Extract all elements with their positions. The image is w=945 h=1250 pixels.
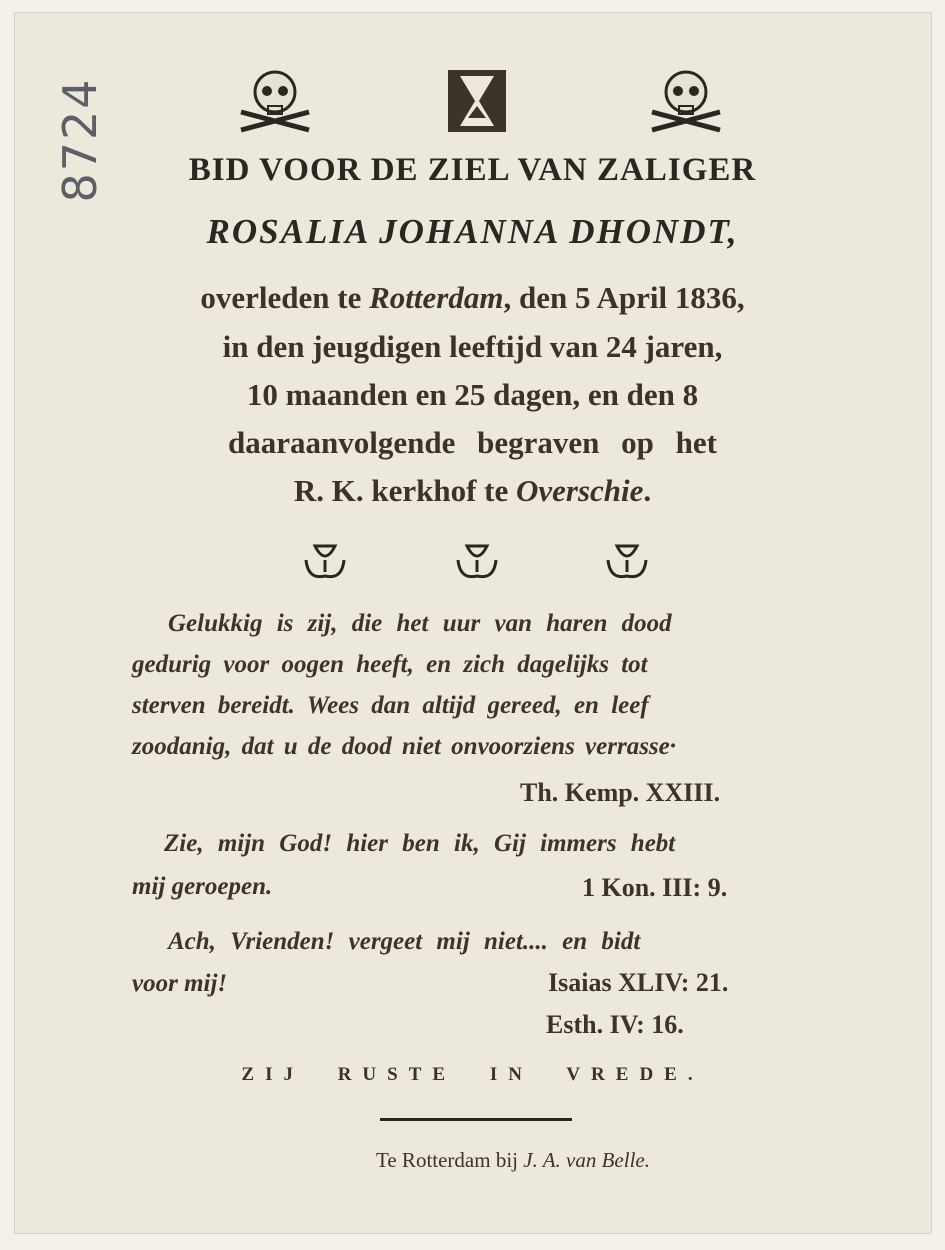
quote1-ref: Th. Kemp. XXIII. bbox=[520, 778, 721, 807]
skull-crossbones-icon-right bbox=[646, 66, 726, 134]
body-line-1: overleden te Rotterdam, den 5 April 1836, bbox=[200, 280, 745, 315]
chalice-icon-1 bbox=[302, 540, 348, 582]
quote3-ref-1: Isaias XLIV: 21. bbox=[548, 968, 729, 997]
quote1-line-2: gedurig voor oogen heeft, en zich dagelijks tot bbox=[132, 651, 648, 678]
divider bbox=[380, 1118, 572, 1121]
deceased-name: ROSALIA JOHANNA DHONDT, bbox=[206, 212, 739, 251]
quote3-ref-2: Esth. IV: 16. bbox=[546, 1010, 684, 1039]
chalice-icon-3 bbox=[604, 540, 650, 582]
quote2-line-1: Zie, mijn God! hier ben ik, Gij immers hebt bbox=[164, 830, 676, 857]
printer-imprint: Te Rotterdam bij J. A. van Belle. bbox=[376, 1148, 650, 1172]
closing-text: ZIJ RUSTE IN VREDE. bbox=[241, 1064, 704, 1085]
body-line-5: R. K. kerkhof te Overschie. bbox=[293, 473, 652, 508]
skull-crossbones-icon-left bbox=[235, 66, 315, 134]
quote3-line-2: voor mij! bbox=[132, 970, 228, 997]
body-line-2: in den jeugdigen leeftijd van 24 jaren, bbox=[222, 329, 723, 364]
chalice-icon-2 bbox=[454, 540, 500, 582]
body-line-3: 10 maanden en 25 dagen, en den 8 bbox=[246, 377, 699, 412]
quote3-line-1: Ach, Vrienden! vergeet mij niet.... en bidt bbox=[168, 928, 641, 955]
quote1-line-3: sterven bereidt. Wees dan altijd gereed, en leef bbox=[132, 692, 649, 719]
quote1-line-1: Gelukkig is zij, die het uur van haren dood bbox=[168, 610, 672, 637]
heading: BID VOOR DE ZIEL VAN ZALIGER bbox=[188, 152, 757, 188]
archive-number: 8724 bbox=[53, 77, 107, 203]
hourglass-icon bbox=[446, 68, 508, 134]
quote2-ref: 1 Kon. III: 9. bbox=[582, 873, 728, 902]
quote1-line-4: zoodanig, dat u de dood niet onvoorziens verrasse· bbox=[132, 733, 677, 760]
body-line-4: daaraanvolgende begraven op het bbox=[228, 425, 717, 460]
quote2-line-2: mij geroepen. bbox=[132, 873, 273, 900]
